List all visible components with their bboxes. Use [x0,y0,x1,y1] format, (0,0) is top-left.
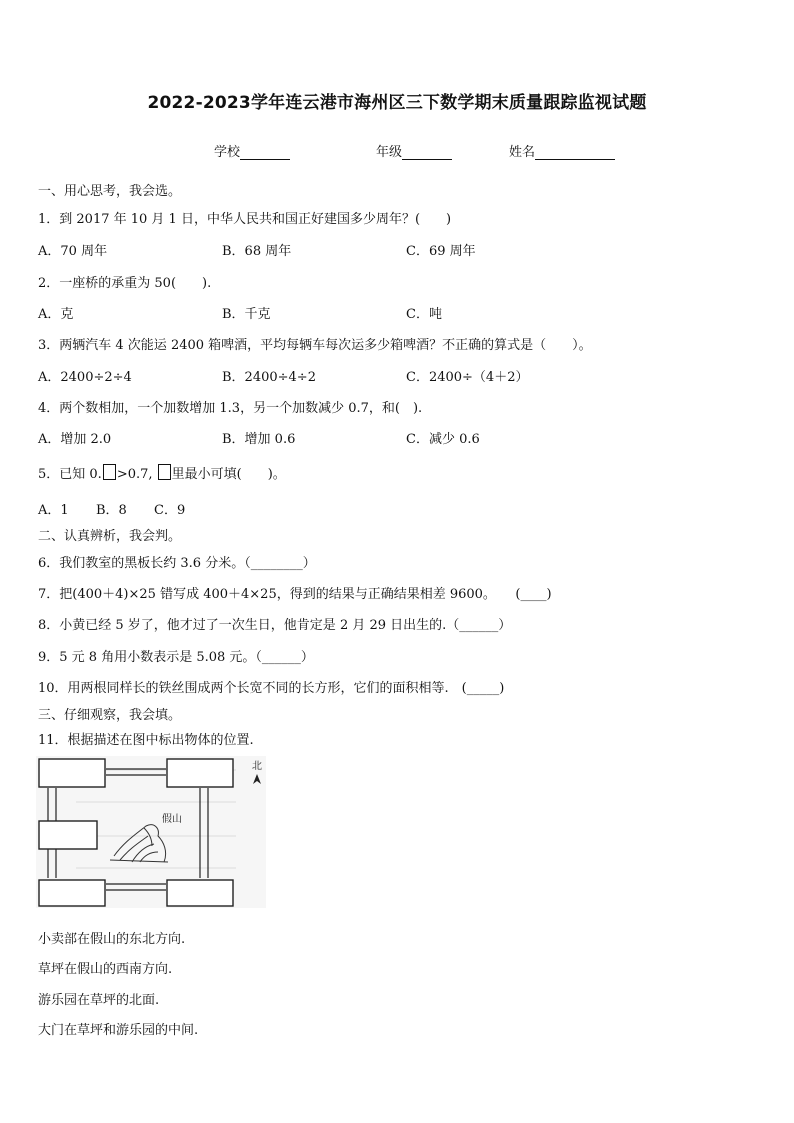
q5-blank-box-2 [158,464,171,480]
q5-blank-box [103,464,116,480]
description-2: 草坪在假山的西南方向. [38,962,173,977]
section-heading-2: 二、认真辨析，我会判。 [38,529,182,544]
q1-option-a[interactable]: A．70 周年 [38,244,108,259]
q2-option-b[interactable]: B．千克 [222,307,271,322]
q4-option-b[interactable]: B．增加 0.6 [222,432,296,447]
question-9: 9．5 元 8 角用小数表示是 5.08 元。（______） [38,650,314,665]
question-10: 10．用两根同样长的铁丝围成两个长宽不同的长方形，它们的面积相等. (_____) [38,681,505,696]
school-label: 学校 [214,145,241,160]
question-8: 8．小黄已经 5 岁了，他才过了一次生日，他肯定是 2 月 29 日出生的.（______） [38,618,512,633]
question-6: 6．我们教室的黑板长约 3.6 分米。（________） [38,556,316,571]
question-7: 7．把(400＋4)×25 错写成 400＋4×25，得到的结果与正确结果相差 9600。 (____) [38,587,552,602]
q2-option-a[interactable]: A．克 [38,307,74,322]
map-box-top-right[interactable] [167,759,233,787]
grade-field [376,141,452,160]
north-label: 北 [252,761,262,772]
section-heading-1: 一、用心思考，我会选。 [38,184,182,199]
map-box-bottom-left[interactable] [39,880,105,906]
grade-label: 年级 [376,145,403,160]
question-3: 3．两辆汽车 4 次能运 2400 箱啤酒，平均每辆车每次运多少箱啤酒？不正确的算式是（ ）。 [38,338,592,353]
q5-suffix: 里最小可填( )。 [171,467,286,482]
question-11: 11．根据描述在图中标出物体的位置. [38,733,254,748]
q1-option-b[interactable]: B．68 周年 [222,244,292,259]
q3-option-a[interactable]: A．2400÷2÷4 [38,370,132,385]
name-blank[interactable] [535,145,615,160]
q3-option-b[interactable]: B．2400÷4÷2 [222,370,316,385]
school-blank[interactable] [240,145,290,160]
q5-option-a[interactable]: A．1 [38,503,69,518]
page-title: 2022-2023学年连云港市海州区三下数学期末质量跟踪监视试题 [147,93,647,113]
map-box-bottom-right[interactable] [167,880,233,906]
q5-option-b[interactable]: B．8 [96,503,127,518]
description-3: 游乐园在草坪的北面. [38,993,160,1008]
question-2: 2．一座桥的承重为 50( ). [38,276,212,291]
name-field [509,141,615,160]
q3-option-c[interactable]: C．2400÷（4＋2） [406,370,529,385]
description-4: 大门在草坪和游乐园的中间. [38,1023,199,1038]
question-4: 4．两个数相加，一个加数增加 1.3，另一个加数减少 0.7，和( ). [38,401,423,416]
rockery-label: 假山 [162,814,182,825]
name-label: 姓名 [509,145,536,160]
q4-option-a[interactable]: A．增加 2.0 [38,432,112,447]
question-1: 1．到 2017 年 10 月 1 日，中华人民共和国正好建国多少周年？( ) [38,212,452,227]
grade-blank[interactable] [402,145,452,160]
map-box-middle-left[interactable] [39,821,97,849]
q4-option-c[interactable]: C．减少 0.6 [406,432,480,447]
school-field [214,141,290,160]
description-1: 小卖部在假山的东北方向. [38,932,186,947]
q2-option-c[interactable]: C．吨 [406,307,442,322]
section-heading-3: 三、仔细观察，我会填。 [38,708,182,723]
question-5 [38,463,286,482]
map-box-top-left[interactable] [39,759,105,787]
q5-option-c[interactable]: C．9 [154,503,186,518]
location-map [36,756,266,908]
q5-prefix: 5．已知 0. [38,467,102,482]
q1-option-c[interactable]: C．69 周年 [406,244,476,259]
q5-middle: >0.7, [116,467,153,482]
